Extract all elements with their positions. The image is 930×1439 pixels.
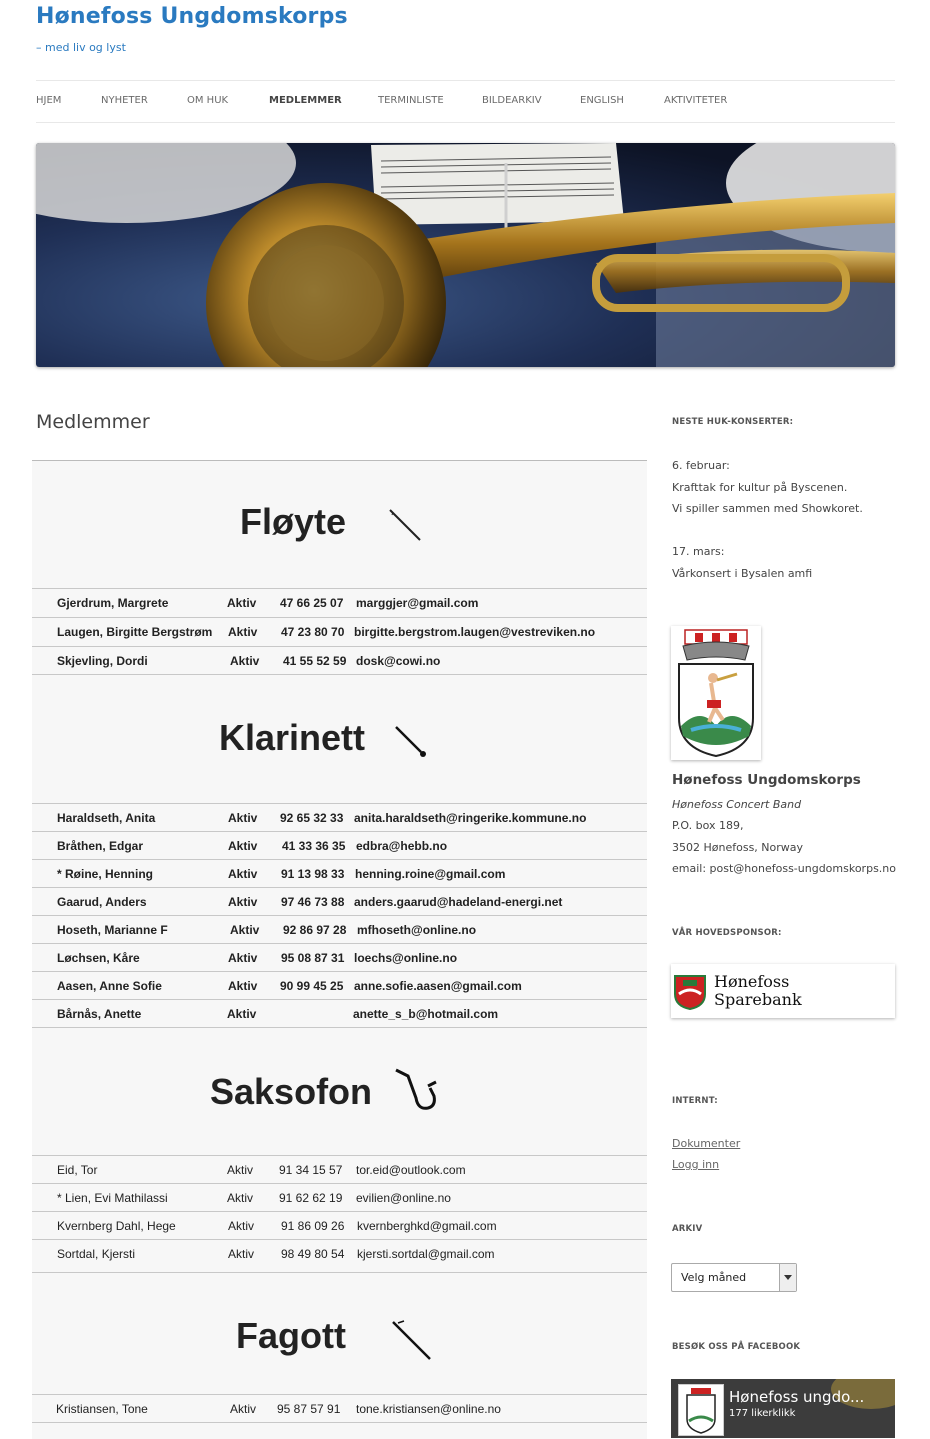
member-email: anne.sofie.aasen@gmail.com (354, 979, 522, 993)
member-name: Sortdal, Kjersti (57, 1247, 136, 1261)
table-row (32, 1239, 647, 1273)
member-email: marggjer@gmail.com (356, 596, 479, 610)
chevron-down-icon[interactable] (779, 1264, 796, 1291)
facebook-likes: 177 likerklikk (729, 1408, 796, 1419)
flute-icon (387, 507, 423, 543)
concerts-heading: NESTE HUK-KONSERTER: (672, 417, 794, 427)
main-navigation (36, 80, 895, 123)
saxophone-icon (394, 1066, 440, 1114)
member-status: Aktiv (227, 596, 257, 610)
member-name: Gaarud, Anders (57, 895, 147, 909)
address-line[interactable]: email: post@honefoss-ungdomskorps.no (672, 862, 896, 875)
section-title: Saksofon (210, 1071, 373, 1112)
section-header-saksofon (32, 1027, 647, 1156)
sparebank-logo-icon (673, 972, 707, 1010)
member-name: Gjerdrum, Margrete (57, 596, 169, 610)
table-row (32, 1183, 647, 1212)
member-name: Hoseth, Marianne F (57, 923, 168, 937)
member-email: kvernberghkd@gmail.com (357, 1219, 497, 1233)
concerts-list (672, 455, 863, 584)
table-row (32, 617, 647, 647)
site-title[interactable]: Hønefoss Ungdomskorps (36, 4, 348, 29)
table-row (32, 999, 647, 1028)
member-name: Kvernberg Dahl, Hege (57, 1219, 176, 1233)
member-status: Aktiv (228, 1247, 255, 1261)
member-name: * Røine, Henning (57, 867, 153, 881)
nav-item-english[interactable]: ENGLISH (580, 95, 624, 106)
nav-item-nyheter[interactable]: NYHETER (101, 95, 148, 106)
nav-item-bildearkiv[interactable]: BILDEARKIV (482, 95, 542, 106)
member-status: Aktiv (227, 1007, 257, 1021)
member-name: Bårnås, Anette (57, 1007, 142, 1021)
member-phone: 95 87 57 91 (277, 1402, 341, 1416)
member-status: Aktiv (230, 923, 260, 937)
member-email: anita.haraldseth@ringerike.kommune.no (354, 811, 587, 825)
section-header-fagott (32, 1272, 647, 1395)
member-status: Aktiv (228, 811, 258, 825)
member-phone: 47 23 80 70 (281, 625, 345, 639)
member-email: dosk@cowi.no (356, 654, 441, 668)
table-row (32, 1211, 647, 1240)
table-row (32, 859, 647, 888)
member-email: kjersti.sortdal@gmail.com (357, 1247, 495, 1261)
member-email: loechs@online.no (354, 951, 458, 965)
site-tagline: – med liv og lyst (36, 41, 126, 54)
page-title: Medlemmer (36, 411, 150, 433)
member-email: henning.roine@gmail.com (355, 867, 506, 881)
dokumenter-link[interactable]: Dokumenter (672, 1137, 741, 1150)
concert-line: Vi spiller sammen med Showkoret. (672, 502, 863, 515)
member-status: Aktiv (228, 625, 258, 639)
member-phone: 91 86 09 26 (281, 1219, 345, 1233)
members-table (32, 460, 647, 1439)
concert-line: Krafttak for kultur på Byscenen. (672, 480, 848, 494)
logg-inn-link[interactable]: Logg inn (672, 1158, 720, 1171)
section-title: Fløyte (240, 501, 347, 542)
section-header-klarinett (32, 674, 647, 804)
member-name: Eid, Tor (57, 1163, 98, 1177)
member-name: Laugen, Birgitte Bergstrøm (57, 625, 213, 639)
member-status: Aktiv (228, 895, 258, 909)
member-phone: 97 46 73 88 (281, 895, 345, 909)
member-name: Bråthen, Edgar (57, 839, 144, 853)
member-status: Aktiv (227, 1163, 254, 1177)
concert-line (672, 520, 863, 542)
nav-item-medlemmer[interactable]: MEDLEMMER (269, 95, 342, 106)
org-address (672, 815, 896, 880)
member-status: Aktiv (228, 1219, 255, 1233)
member-name: Løchsen, Kåre (57, 951, 140, 965)
member-email: tone.kristiansen@online.no (356, 1402, 501, 1416)
member-phone: 98 49 80 54 (281, 1247, 345, 1261)
table-row (32, 887, 647, 916)
table-row (32, 646, 647, 675)
member-status: Aktiv (230, 654, 260, 668)
concert-line: 6. februar: (672, 459, 730, 472)
member-email: tor.eid@outlook.com (356, 1163, 466, 1177)
facebook-heading: BESØK OSS PÅ FACEBOOK (672, 1342, 801, 1352)
sponsor-banner[interactable] (671, 964, 895, 1018)
member-status: Aktiv (227, 1191, 254, 1205)
member-phone: 47 66 25 07 (280, 596, 344, 610)
concert-line: Vårkonsert i Bysalen amfi (672, 566, 813, 580)
sponsor-name-line: Sparebank (714, 990, 802, 1009)
member-phone: 41 55 52 59 (283, 654, 347, 668)
section-header-floyte (32, 461, 647, 588)
member-phone: 91 34 15 57 (279, 1163, 343, 1177)
facebook-page-name[interactable]: Hønefoss ungdo... (729, 1388, 865, 1406)
member-email: birgitte.bergstrom.laugen@vestreviken.no (354, 625, 596, 639)
sponsor-name-line: Hønefoss (714, 972, 790, 991)
member-name: * Lien, Evi Mathilassi (57, 1191, 168, 1205)
table-row (32, 588, 647, 617)
header-image (36, 143, 895, 367)
table-row (32, 915, 647, 944)
crest-logo (671, 626, 761, 760)
section-title: Klarinett (219, 717, 366, 758)
member-status: Aktiv (228, 867, 258, 881)
bassoon-icon (390, 1319, 434, 1363)
internt-heading: INTERNT: (672, 1096, 718, 1106)
member-phone: 90 99 45 25 (280, 979, 344, 993)
facebook-widget[interactable] (671, 1379, 895, 1438)
clarinet-icon (394, 725, 428, 759)
address-line: 3502 Hønefoss, Norway (672, 840, 804, 854)
member-status: Aktiv (228, 839, 258, 853)
member-name: Haraldseth, Anita (57, 811, 156, 825)
member-name: Skjevling, Dordi (57, 654, 148, 668)
table-row (32, 943, 647, 972)
concert-line: 17. mars: (672, 545, 725, 558)
nav-item-aktiviteter[interactable]: AKTIVITETER (664, 95, 728, 106)
table-row (32, 1155, 647, 1184)
nav-item-om-huk[interactable]: OM HUK (187, 95, 229, 106)
table-row (32, 831, 647, 860)
table-row (32, 1394, 647, 1423)
member-status: Aktiv (228, 951, 258, 965)
member-name: Kristiansen, Tone (56, 1402, 148, 1416)
table-row (32, 971, 647, 1000)
member-status: Aktiv (228, 979, 258, 993)
facebook-page-avatar[interactable] (678, 1384, 724, 1436)
member-phone: 41 33 36 35 (282, 839, 346, 853)
member-email: anders.gaarud@hadeland-energi.net (354, 895, 563, 909)
member-phone: 91 62 62 19 (279, 1191, 343, 1205)
nav-item-terminliste[interactable]: TERMINLISTE (378, 95, 444, 106)
nav-item-hjem[interactable]: HJEM (36, 95, 62, 106)
table-row-divider (32, 1422, 647, 1439)
member-phone: 92 65 32 33 (280, 811, 344, 825)
member-email: mfhoseth@online.no (357, 923, 477, 937)
member-status: Aktiv (230, 1402, 257, 1416)
member-name: Aasen, Anne Sofie (57, 979, 162, 993)
address-line: P.O. box 189, (672, 819, 744, 832)
sponsor-heading: VÅR HOVEDSPONSOR: (672, 928, 782, 938)
member-email: evilien@online.no (356, 1191, 451, 1205)
org-name: Hønefoss Ungdomskorps (672, 772, 861, 788)
member-phone: 92 86 97 28 (283, 923, 347, 937)
member-phone: 95 08 87 31 (281, 951, 345, 965)
org-subtitle: Hønefoss Concert Band (672, 798, 802, 811)
section-title: Fagott (236, 1315, 346, 1356)
table-row (32, 803, 647, 832)
member-email: anette_s_b@hotmail.com (353, 1007, 499, 1021)
member-email: edbra@hebb.no (356, 839, 448, 853)
member-phone: 91 13 98 33 (281, 867, 345, 881)
month-select-value: Velg måned (681, 1271, 747, 1284)
month-select[interactable] (671, 1263, 797, 1292)
arkiv-heading: ARKIV (672, 1224, 703, 1234)
